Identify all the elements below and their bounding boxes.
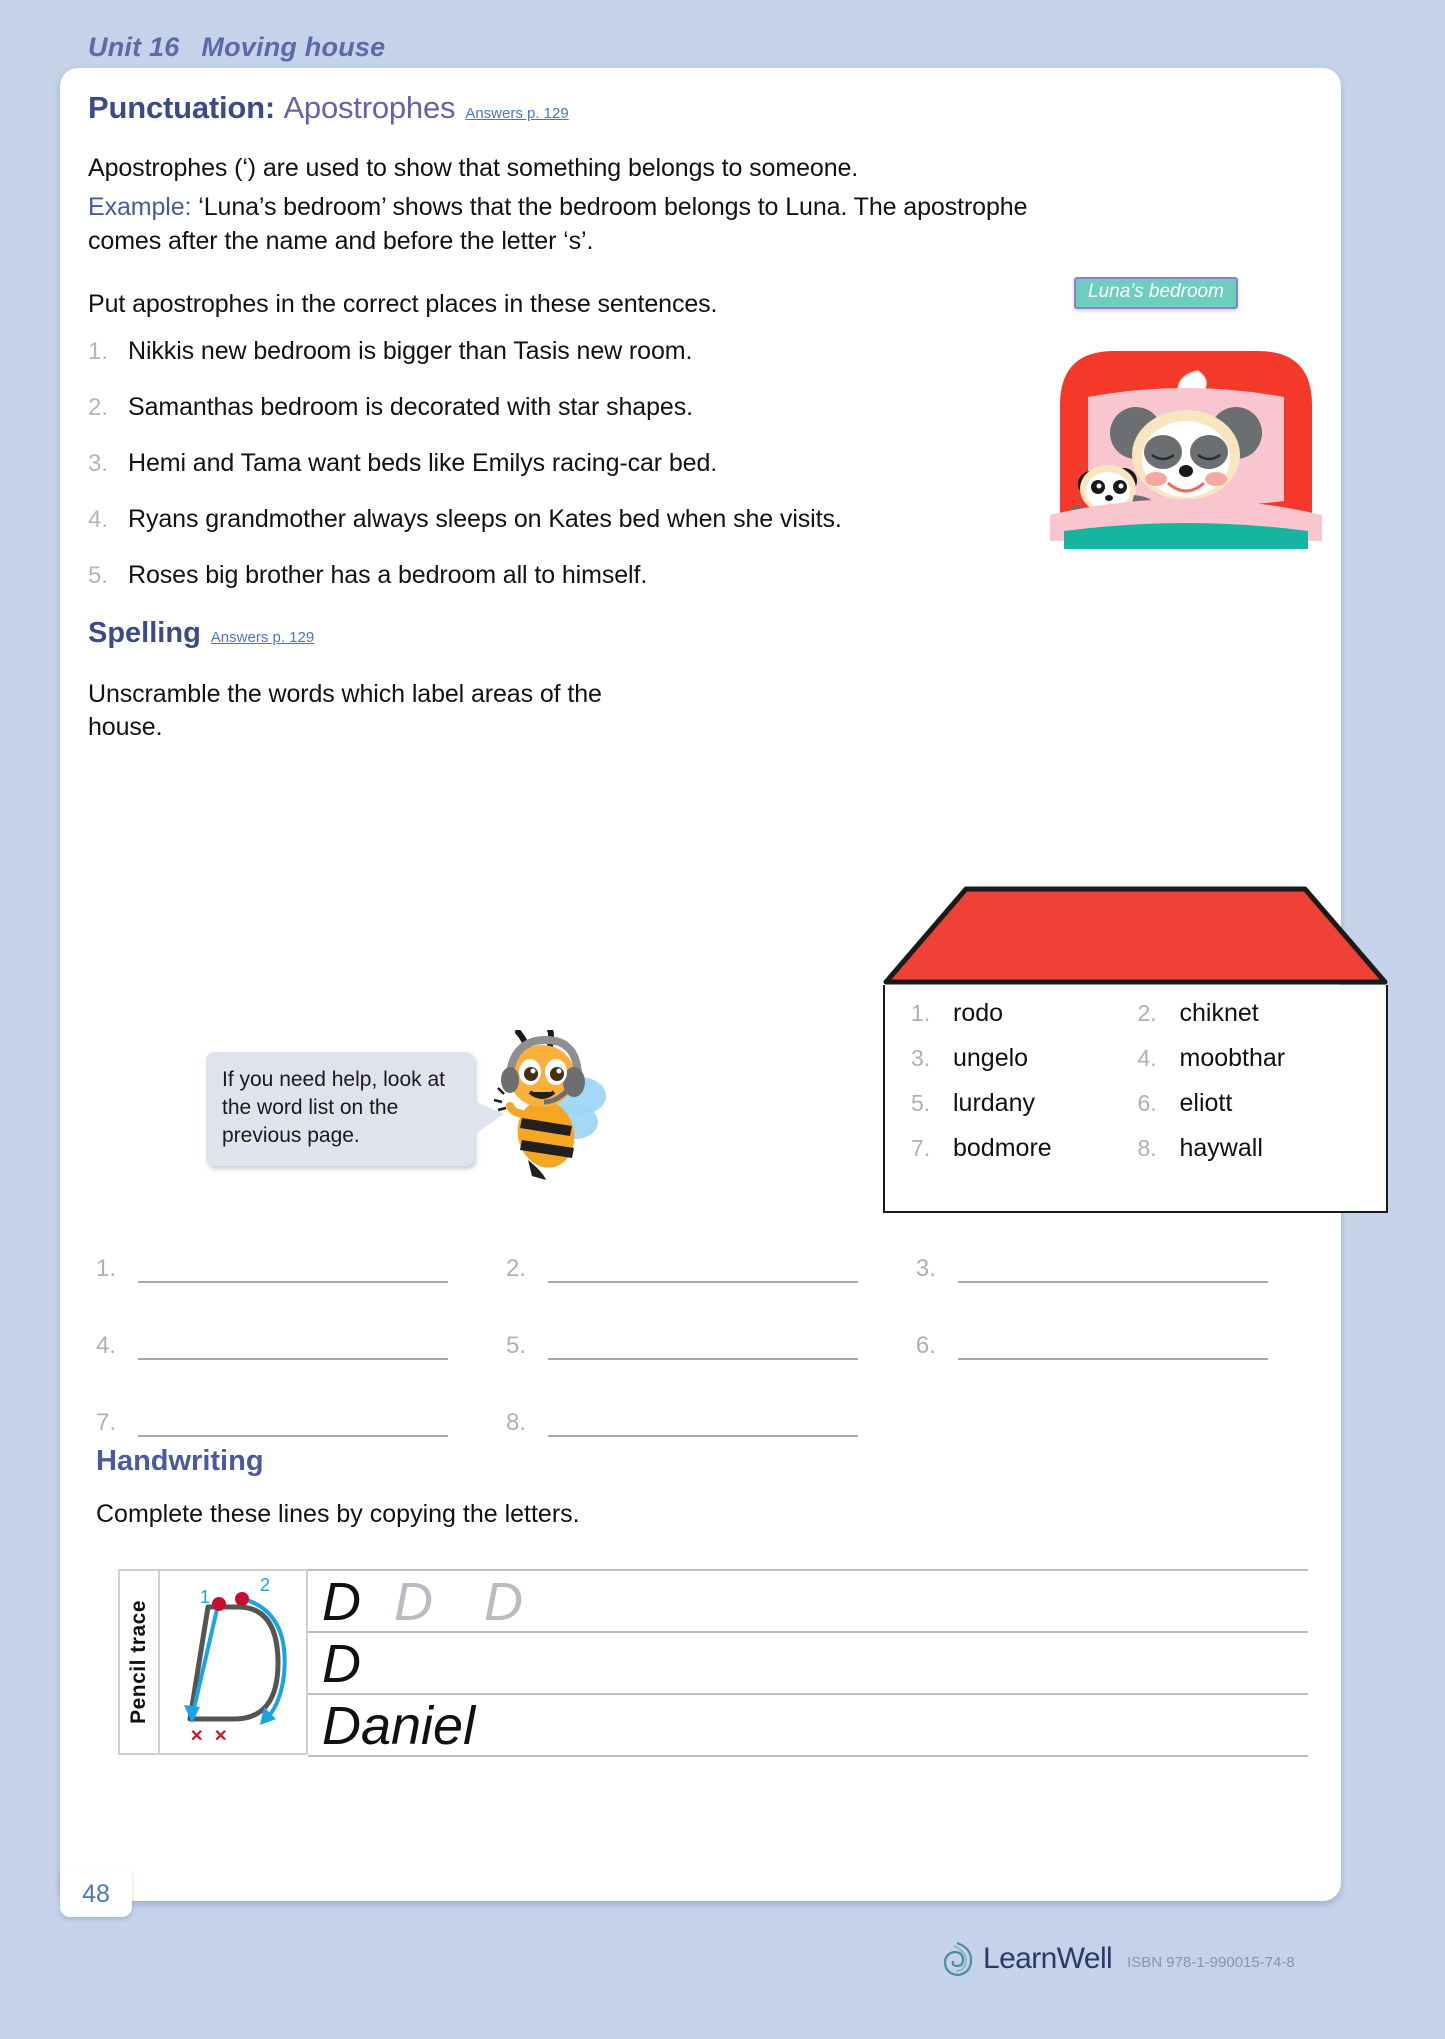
svg-text:✕: ✕ <box>214 1728 228 1745</box>
blank-cell <box>916 1255 1326 1283</box>
blank-line[interactable] <box>548 1332 858 1360</box>
blank-number: 6. <box>915 1332 936 1359</box>
blank-line[interactable] <box>548 1255 858 1283</box>
punctuation-title <box>88 90 455 126</box>
scrambled-word: ungelo <box>953 1044 1029 1072</box>
blank-cell <box>506 1409 916 1437</box>
scrambled-word: chiknet <box>1179 999 1259 1027</box>
luna-bedroom-badge: Luna’s bedroom <box>1074 277 1238 309</box>
spiral-logo-icon <box>940 1940 974 1978</box>
pencil-trace-box <box>118 1569 308 1755</box>
word-number: 7. <box>911 1135 931 1161</box>
unit-title: Moving house <box>201 32 386 62</box>
handwriting-line-3[interactable]: Daniel <box>322 1696 476 1756</box>
pencil-trace-label: Pencil trace <box>127 1600 150 1724</box>
word-number: 3. <box>911 1045 931 1071</box>
word-cell <box>911 1134 1138 1163</box>
word-cell <box>911 1044 1138 1073</box>
punctuation-section-heading <box>88 90 1319 126</box>
brand-footer <box>940 1940 1295 1978</box>
word-number: 1. <box>911 1000 931 1026</box>
word-cell <box>1138 1134 1365 1163</box>
blank-cell <box>916 1332 1326 1360</box>
question-text[interactable]: Samanthas bedroom is decorated with star shapes. <box>128 393 693 421</box>
scrambled-word: haywall <box>1179 1134 1263 1162</box>
example-text: ‘Luna’s bedroom’ shows that the bedroom belongs to Luna. The apostrophe comes after the name and before the letter ‘s’. <box>88 193 1028 255</box>
house-word-box <box>883 985 1388 1213</box>
handwriting-solid-letter: D <box>322 1572 361 1632</box>
scrambled-word: lurdany <box>953 1089 1035 1117</box>
blank-row <box>96 1332 1326 1360</box>
answers-link-punctuation[interactable]: Answers p. 129 <box>465 105 569 122</box>
word-cell <box>911 999 1138 1028</box>
blank-line[interactable] <box>958 1332 1268 1360</box>
word-cell <box>911 1089 1138 1118</box>
scrambled-word: moobthar <box>1179 1044 1286 1072</box>
question-text[interactable]: Ryans grandmother always sleeps on Kates bed when she visits. <box>128 505 842 533</box>
page-content <box>88 90 1319 1901</box>
spelling-instruction: Unscramble the words which label areas of the house. <box>88 680 602 742</box>
blank-number: 5. <box>505 1332 526 1359</box>
blank-cell <box>96 1332 506 1360</box>
answers-link-spelling[interactable]: Answers p. 129 <box>210 629 315 646</box>
question-row <box>88 561 1319 590</box>
handwriting-title: Handwriting <box>96 1445 264 1477</box>
hint-text: If you need help, look at the word list on the previous page. <box>222 1068 445 1147</box>
question-number: 4. <box>88 506 109 533</box>
word-cell <box>1138 1044 1365 1073</box>
word-number: 8. <box>1137 1135 1157 1161</box>
apostrophe-example-paragraph <box>88 191 1038 258</box>
handwriting-line-2[interactable]: D <box>322 1634 361 1694</box>
spelling-title: Spelling <box>88 617 201 649</box>
blank-number: 7. <box>96 1409 117 1436</box>
blank-line[interactable] <box>138 1255 448 1283</box>
word-cell <box>1138 1089 1365 1118</box>
blank-line[interactable] <box>958 1255 1268 1283</box>
ruled-lines-group <box>308 1569 1308 1755</box>
unit-number: Unit 16 <box>88 32 180 62</box>
question-text[interactable]: Roses big brother has a bedroom all to himself. <box>128 561 648 589</box>
scrambled-word: rodo <box>953 999 1004 1027</box>
svg-text:2: 2 <box>260 1575 271 1595</box>
svg-text:✕: ✕ <box>190 1728 204 1745</box>
blank-row <box>96 1255 1326 1283</box>
panda-bed-icon <box>1036 309 1336 549</box>
bee-icon <box>488 1030 618 1190</box>
handwriting-ghost-letters: D D <box>394 1572 542 1632</box>
question-number: 5. <box>88 562 109 589</box>
blank-cell <box>96 1255 506 1283</box>
blank-line[interactable] <box>138 1332 448 1360</box>
word-number: 2. <box>1137 1000 1157 1026</box>
word-row <box>911 1089 1364 1118</box>
scrambled-word: eliott <box>1179 1089 1233 1117</box>
pencil-trace-label-strip <box>120 1571 160 1753</box>
word-row <box>911 1044 1364 1073</box>
svg-text:1: 1 <box>200 1587 211 1607</box>
word-number: 5. <box>911 1090 931 1116</box>
handwriting-section <box>96 1445 1326 1774</box>
worksheet-page <box>60 68 1341 1901</box>
page-number: 48 <box>82 1879 110 1908</box>
isbn-text: ISBN 978-1-990015-74-8 <box>1127 1953 1295 1971</box>
question-text[interactable]: Hemi and Tama want beds like Emilys racing-car bed. <box>128 449 718 477</box>
word-number: 4. <box>1137 1045 1157 1071</box>
brand-name: LearnWell <box>983 1942 1113 1975</box>
unit-header <box>88 32 385 63</box>
blank-row <box>96 1409 1326 1437</box>
question-text[interactable]: Nikkis new bedroom is bigger than Tasis new room. <box>128 337 693 365</box>
blank-number: 1. <box>96 1255 117 1282</box>
word-row <box>911 1134 1364 1163</box>
blank-cell <box>96 1409 506 1437</box>
question-number: 3. <box>88 450 109 477</box>
question-number: 1. <box>88 338 109 365</box>
example-label: Example: <box>88 193 192 222</box>
spelling-answer-blanks <box>96 1255 1326 1486</box>
letter-trace-diagram <box>160 1571 306 1753</box>
handwriting-instruction: Complete these lines by copying the letters. <box>96 1500 580 1528</box>
blank-cell <box>506 1255 916 1283</box>
punctuation-label: Punctuation: <box>88 90 276 125</box>
panda-bed-illustration <box>1036 277 1336 547</box>
blank-cell-empty <box>916 1409 1326 1437</box>
blank-number: 2. <box>505 1255 526 1282</box>
hint-speech-bubble <box>206 1052 474 1166</box>
scrambled-word: bodmore <box>953 1134 1052 1162</box>
house-roof-icon <box>883 885 1388 985</box>
apostrophes-label: Apostrophes <box>283 90 456 125</box>
letter-d-stroke-svg <box>160 1571 306 1753</box>
handwriting-line-1[interactable] <box>322 1571 541 1633</box>
page-number-tab <box>60 1871 132 1917</box>
blank-number: 8. <box>505 1409 526 1436</box>
question-number: 2. <box>88 394 109 421</box>
bee-mascot-illustration <box>488 1030 618 1190</box>
word-cell <box>1138 999 1365 1028</box>
apostrophe-intro-line: Apostrophes (‘) are used to show that something belongs to someone. <box>88 154 859 182</box>
word-row <box>911 999 1364 1028</box>
blank-number: 4. <box>96 1332 117 1359</box>
house-word-list <box>883 885 1388 1215</box>
blank-line[interactable] <box>138 1409 448 1437</box>
blank-line[interactable] <box>548 1409 858 1437</box>
handwriting-practice-area <box>96 1569 1326 1774</box>
blank-number: 3. <box>915 1255 936 1282</box>
blank-cell <box>506 1332 916 1360</box>
spelling-section-heading <box>88 617 1319 650</box>
punctuation-instruction: Put apostrophes in the correct places in these sentences. <box>88 289 718 318</box>
word-number: 6. <box>1137 1090 1157 1116</box>
